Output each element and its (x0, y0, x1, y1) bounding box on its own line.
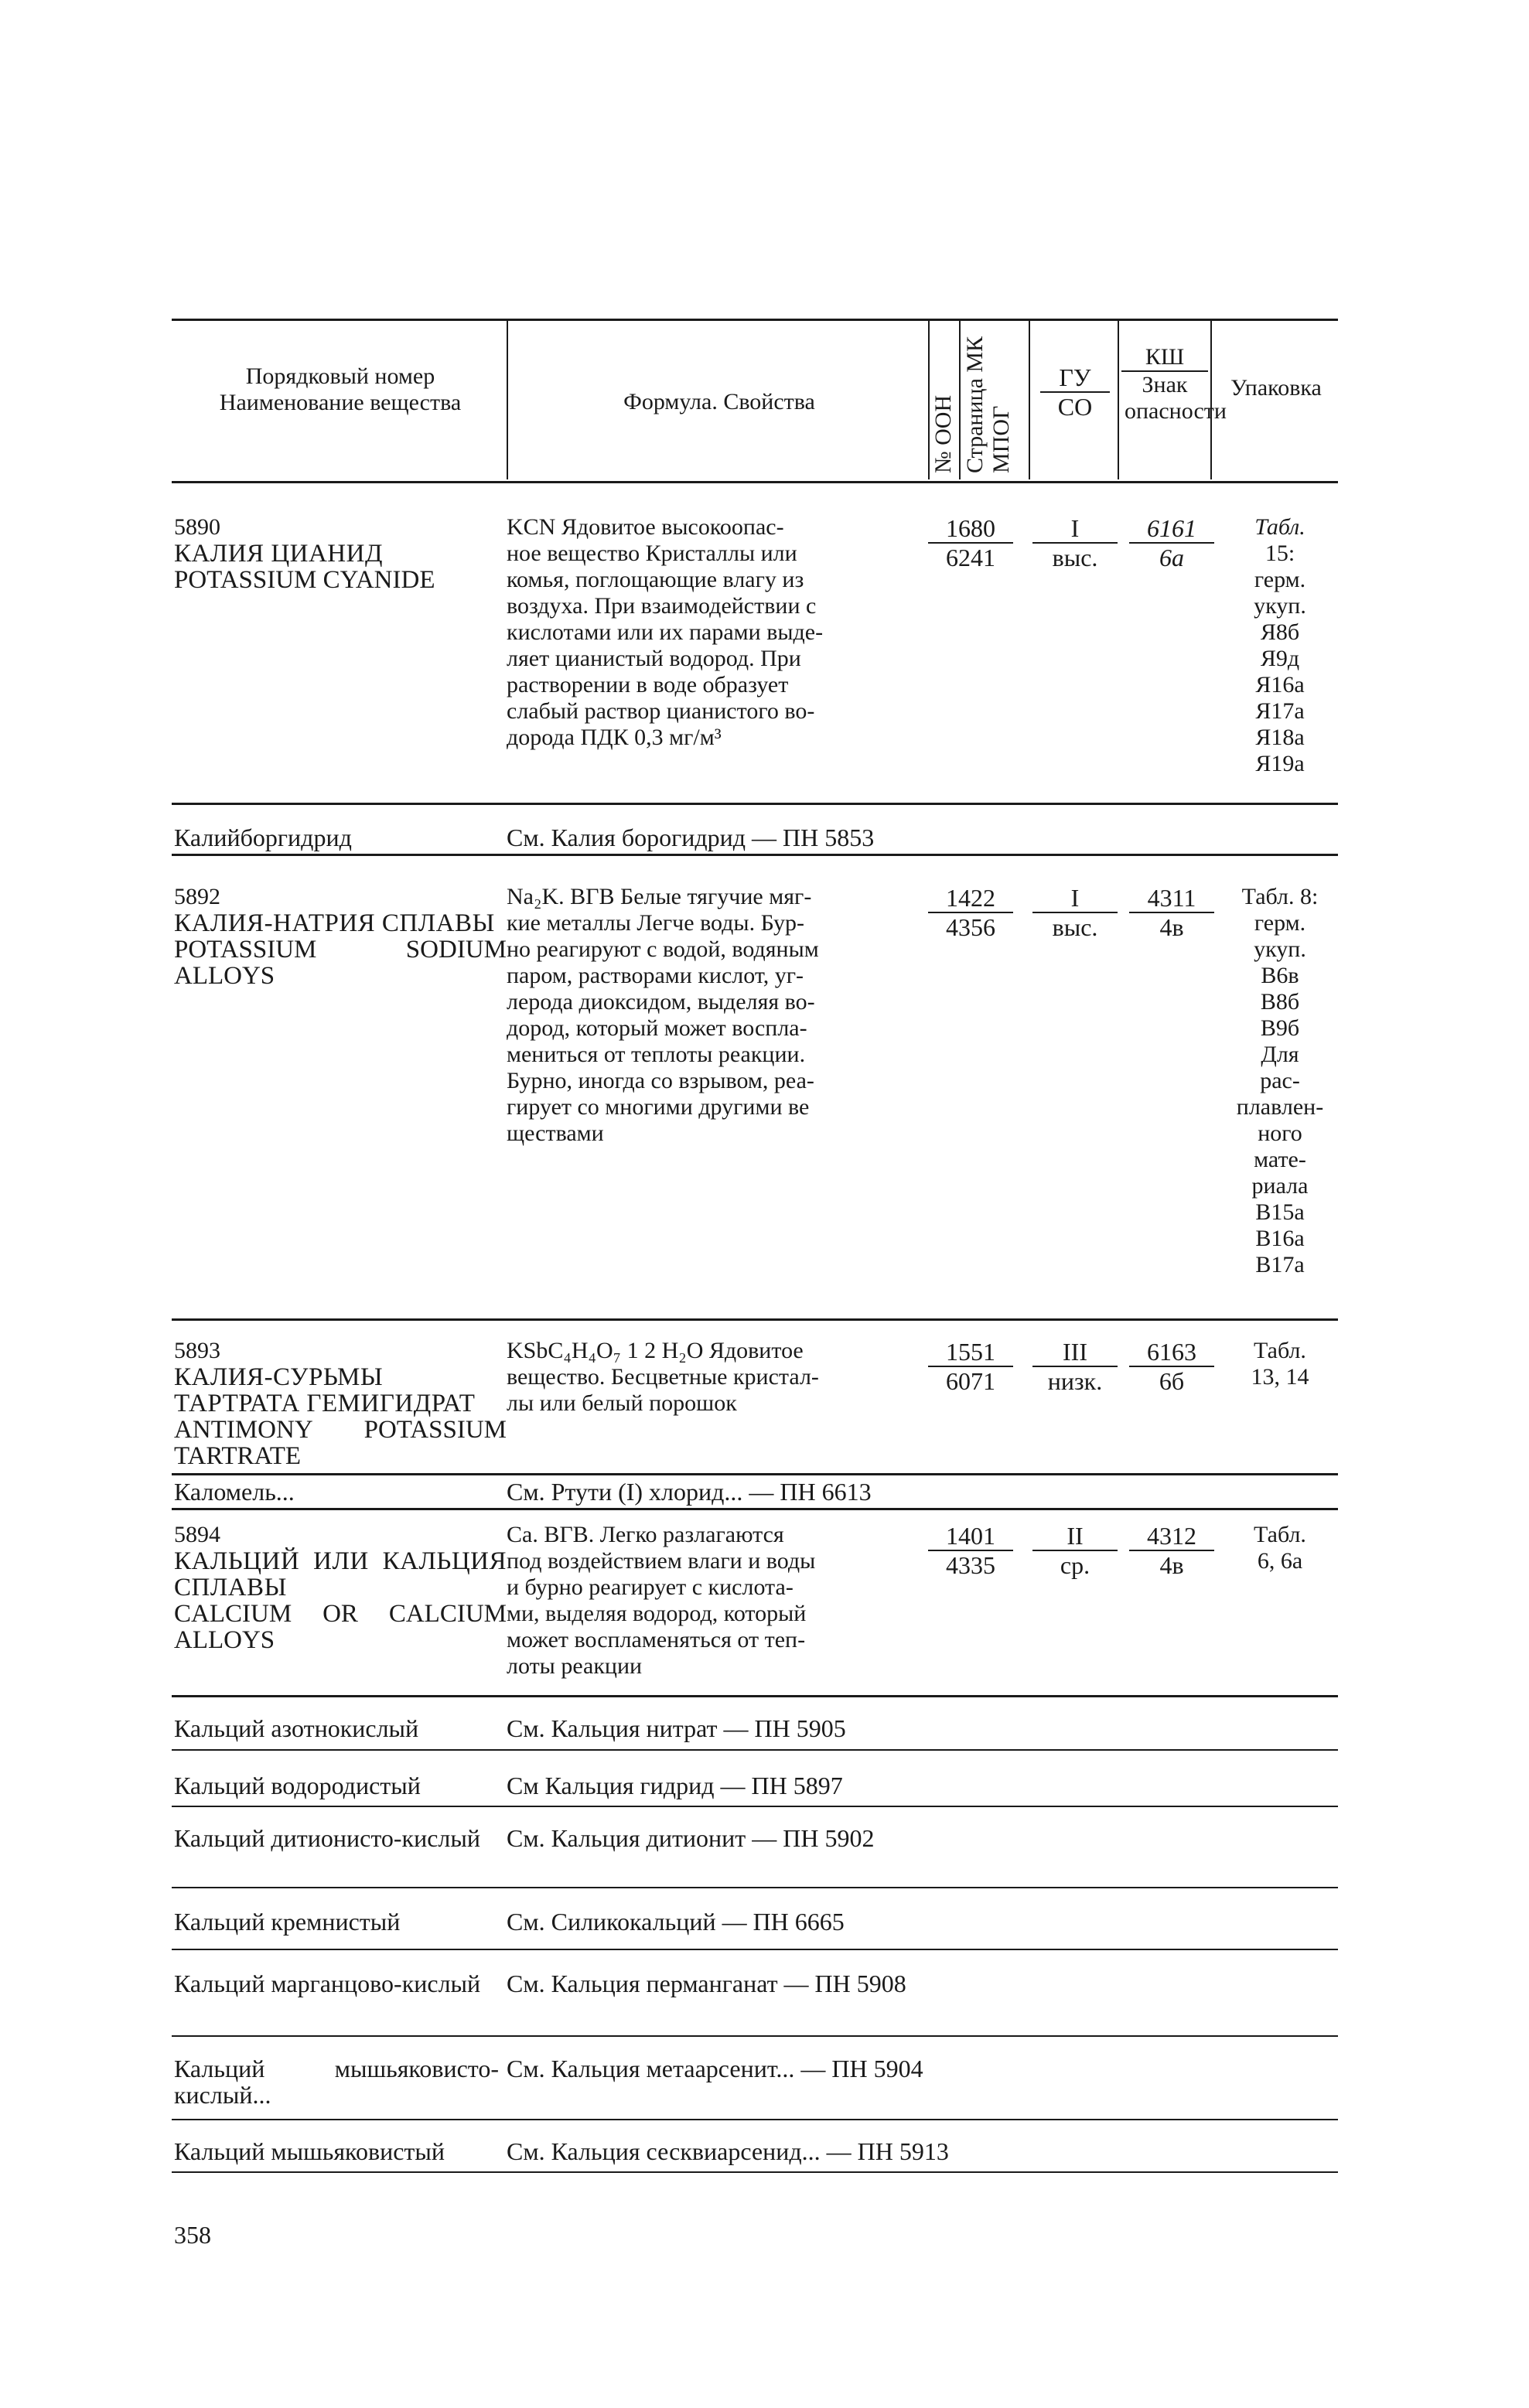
sign-value: 6б (1159, 1367, 1185, 1395)
entry-kch-sign (1129, 514, 1214, 571)
reference-text: См. Кальция нитрат — ПН 5905 (507, 1714, 846, 1742)
entry-oon-page (928, 1522, 1013, 1579)
header-sign: Знак опасности (1125, 372, 1227, 424)
row-rule (172, 2035, 1338, 2037)
description-line: Ca. ВГВ. Легко разлагаются (507, 1522, 784, 1547)
table-top-rule (172, 319, 1338, 321)
row-rule (172, 1318, 1338, 1321)
packaging-line: В15а (1255, 1199, 1305, 1225)
kch-value: 4312 (1129, 1522, 1214, 1551)
row-rule (172, 1949, 1338, 1950)
entry-oon-page (928, 514, 1013, 571)
reference-name: Кальций марганцово-кислый (174, 1970, 481, 1997)
description-line: гирует со многими другими ве (507, 1094, 810, 1120)
packaging-line: Я18а (1255, 725, 1305, 750)
entry-kch-sign (1129, 884, 1214, 941)
description-line: кислотами или их парами выде- (507, 619, 824, 645)
entry-name-ru: КАЛИЯ-НАТРИЯ СПЛАВЫ (174, 909, 495, 937)
entry-gu-so (1032, 514, 1118, 571)
reference-name: Кальций мышьяковисто-кислый... (174, 2055, 499, 2109)
reference-text: См. Кальция сесквиарсенид... — ПН 5913 (507, 2137, 949, 2165)
gu-value: I (1032, 514, 1118, 544)
reference-name: Каломель... (174, 1478, 295, 1506)
packaging-line: В6в (1261, 963, 1299, 988)
row-rule (172, 2171, 1338, 2173)
packaging-line: Для (1261, 1042, 1299, 1067)
reference-text: См. Силикокальций — ПН 6665 (507, 1908, 845, 1936)
packaging-line: Я19а (1255, 751, 1305, 776)
entry-gu-so (1032, 1522, 1118, 1579)
entry-description (507, 884, 928, 1147)
entry-packaging (1218, 1522, 1342, 1574)
kch-value: 4311 (1129, 884, 1214, 913)
gu-value: III (1032, 1338, 1118, 1367)
packaging-line: ного (1258, 1120, 1302, 1146)
entry-gu-so (1032, 1338, 1118, 1395)
header-bottom-rule (172, 481, 1338, 483)
packaging-line: мате- (1254, 1147, 1306, 1172)
header-oon-col: № ООН (930, 394, 956, 473)
entry-name (174, 884, 507, 989)
packaging-line: 6, 6а (1257, 1548, 1303, 1574)
description-line: паром, растворами кислот, уг- (507, 963, 804, 988)
entry-description (507, 1522, 928, 1680)
description-line: Na₂K. ВГВ Белые тягучие мяг- (507, 884, 812, 909)
so-value: низк. (1047, 1367, 1103, 1395)
description-line: под воздействием влаги и воды (507, 1548, 816, 1574)
row-rule (172, 2119, 1338, 2120)
entry-number: 5894 (174, 1522, 220, 1547)
description-line: слабый раствор цианистого во- (507, 698, 815, 724)
page-number: 358 (174, 2221, 211, 2249)
packaging-line: укуп. (1254, 593, 1306, 619)
row-rule (172, 1749, 1338, 1751)
entry-packaging (1218, 1338, 1342, 1390)
reference-name: Калийборгидрид (174, 824, 352, 851)
page-number-ref: 6071 (946, 1367, 995, 1395)
description-line: ное вещество Кристаллы или (507, 541, 797, 566)
header-divider (507, 320, 508, 479)
packaging-line: 13, 14 (1251, 1364, 1309, 1390)
description-line: кие металлы Легче воды. Бур- (507, 910, 805, 936)
reference-name: Кальций дитионисто-кислый (174, 1824, 480, 1852)
header-formula-col: Формула. Свойства (623, 389, 815, 414)
header-page-col: Страница МК МПОГ (962, 336, 1014, 473)
oon-number: 1422 (928, 884, 1013, 913)
entry-gu-so (1032, 884, 1118, 941)
header-divider (1118, 320, 1119, 479)
entry-number: 5893 (174, 1338, 220, 1363)
reference-text: См. Кальция дитионит — ПН 5902 (507, 1824, 875, 1852)
packaging-line: плавлен- (1236, 1094, 1324, 1120)
header-gu-so (1040, 363, 1110, 421)
row-rule (172, 803, 1338, 805)
packaging-line: Табл. (1254, 1338, 1306, 1363)
packaging-line: Я9д (1260, 646, 1300, 671)
packaging-line: В17а (1255, 1252, 1305, 1277)
header-divider (928, 320, 930, 479)
entry-name (174, 1522, 507, 1653)
so-value: выс. (1052, 913, 1098, 941)
entry-name-ru: КАЛИЯ ЦИАНИД (174, 540, 383, 568)
sign-value: 4в (1159, 913, 1184, 941)
header-divider (1029, 320, 1030, 479)
entry-name (174, 1338, 507, 1469)
kch-value: 6161 (1129, 514, 1214, 544)
entry-name (174, 514, 507, 593)
description-line: но реагируют с водой, водяным (507, 936, 819, 962)
packaging-line: Я8б (1260, 619, 1300, 645)
entry-number: 5890 (174, 514, 220, 540)
reference-text: См. Калия борогидрид — ПН 5853 (507, 824, 875, 851)
description-line: комья, поглощающие влагу из (507, 567, 804, 592)
page-number-ref: 4356 (946, 913, 995, 941)
description-line: может воспламеняться от теп- (507, 1627, 806, 1653)
entry-kch-sign (1129, 1522, 1214, 1579)
row-rule (172, 1887, 1338, 1888)
entry-name-en: POTASSIUM SODIUM ALLOYS (174, 936, 507, 990)
so-value: ср. (1060, 1551, 1090, 1579)
description-line: дород, который может воспла- (507, 1015, 807, 1041)
description-line: лерода диоксидом, выделяя во- (507, 989, 815, 1015)
entry-kch-sign (1129, 1338, 1214, 1395)
reference-name: Кальций кремнистый (174, 1908, 401, 1936)
description-line: мениться от теплоты реакции. (507, 1042, 806, 1067)
packaging-line: Я17а (1255, 698, 1305, 724)
header-gu: ГУ (1040, 363, 1110, 393)
oon-number: 1401 (928, 1522, 1013, 1551)
packaging-line: В16а (1255, 1226, 1305, 1251)
description-line: воздуха. При взаимодействии с (507, 593, 817, 619)
reference-name: Кальций азотнокислый (174, 1714, 419, 1742)
entry-name-en: CALCIUM OR CALCIUM ALLOYS (174, 1600, 507, 1654)
packaging-line: укуп. (1254, 936, 1306, 962)
packaging-line: герм. (1254, 567, 1306, 592)
gu-value: I (1032, 884, 1118, 913)
header-divider (959, 320, 961, 479)
packaging-line: Табл. (1254, 1522, 1306, 1547)
description-line: ми, выделяя водород, который (507, 1601, 807, 1626)
description-line: Бурно, иногда со взрывом, реа- (507, 1068, 814, 1093)
description-line: растворении в воде образует (507, 672, 789, 698)
reference-text: См. Кальция перманганат — ПН 5908 (507, 1970, 906, 1997)
entry-packaging (1218, 884, 1342, 1278)
packaging-line: Табл. (1254, 514, 1305, 540)
entry-number: 5892 (174, 884, 220, 909)
entry-oon-page (928, 1338, 1013, 1395)
entry-name-ru: КАЛИЯ-СУРЬМЫ ТАРТРАТА ГЕМИГИДРАТ (174, 1363, 476, 1417)
reference-text: См. Кальция метаарсенит... — ПН 5904 (507, 2055, 923, 2082)
oon-number: 1551 (928, 1338, 1013, 1367)
entry-oon-page (928, 884, 1013, 941)
packaging-line: В9б (1260, 1015, 1300, 1041)
description-line: лы или белый порошок (507, 1390, 737, 1416)
row-rule (172, 1806, 1338, 1807)
row-rule (172, 1473, 1338, 1475)
packaging-line: В8б (1260, 989, 1300, 1015)
description-line: KSbC₄H₄O₇ 1 2 H₂O Ядовитое (507, 1338, 804, 1363)
packaging-line: Табл. 8: (1241, 884, 1319, 909)
header-kch-sign (1121, 344, 1227, 425)
entry-description (507, 1338, 928, 1417)
reference-name: Кальций водородистый (174, 1772, 421, 1799)
packaging-line: Я16а (1255, 672, 1305, 698)
gu-value: II (1032, 1522, 1118, 1551)
header-upak-col: Упаковка (1230, 375, 1322, 401)
so-value: выс. (1052, 544, 1098, 571)
entry-name-ru: КАЛЬЦИЙ ИЛИ КАЛЬЦИЯ СПЛАВЫ (174, 1547, 507, 1601)
description-line: лоты реакции (507, 1653, 643, 1679)
reference-name: Кальций мышьяковистый (174, 2137, 445, 2165)
sign-value: 6а (1159, 544, 1184, 571)
header-so: СО (1057, 393, 1093, 421)
row-rule (172, 1508, 1338, 1510)
row-rule (172, 854, 1338, 856)
packaging-line: 15: (1264, 541, 1295, 566)
page-number-ref: 4335 (946, 1551, 995, 1579)
kch-value: 6163 (1129, 1338, 1214, 1367)
description-line: дорода ПДК 0,3 мг/м³ (507, 725, 722, 750)
description-line: KCN Ядовитое высокоопас- (507, 514, 784, 540)
description-line: вещество. Бесцветные кристал- (507, 1364, 819, 1390)
reference-text: См. Ртути (I) хлорид... — ПН 6613 (507, 1478, 872, 1506)
description-line: и бурно реагирует с кислота- (507, 1574, 794, 1600)
header-name-col: Порядковый номер Наименование вещества (219, 363, 462, 415)
description-line: ляет цианистый водород. При (507, 646, 801, 671)
sign-value: 4в (1159, 1551, 1184, 1579)
packaging-line: герм. (1254, 910, 1306, 936)
header-kch: КШ (1121, 344, 1208, 372)
row-rule (172, 1695, 1338, 1697)
packaging-line: риала (1251, 1173, 1309, 1199)
entry-name-en: POTASSIUM CYANIDE (174, 566, 435, 594)
entry-description (507, 514, 928, 751)
oon-number: 1680 (928, 514, 1013, 544)
reference-text: См Кальция гидрид — ПН 5897 (507, 1772, 843, 1799)
entry-packaging (1218, 514, 1342, 777)
page-number-ref: 6241 (946, 544, 995, 571)
description-line: ществами (507, 1120, 604, 1146)
packaging-line: рас- (1260, 1068, 1300, 1093)
entry-name-en: ANTIMONY POTASSIUM TARTRATE (174, 1416, 507, 1470)
